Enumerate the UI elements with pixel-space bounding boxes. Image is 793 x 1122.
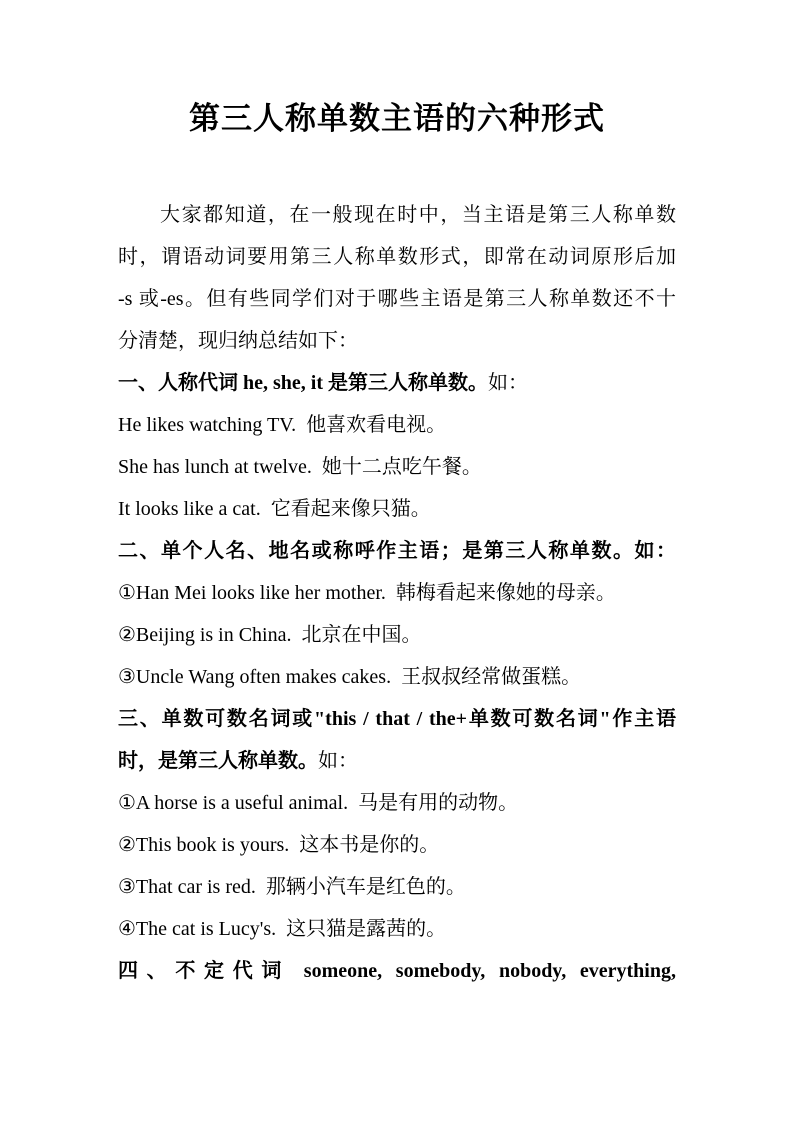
text-segment: ②Beijing is in China. 北京在中国。 (118, 624, 422, 646)
text-line (118, 488, 676, 530)
text-segment: ④The cat is Lucy's. 这只猫是露茜的。 (118, 918, 447, 940)
text-segment: It looks like a cat. 它看起来像只猫。 (118, 498, 431, 520)
text-line (118, 824, 676, 866)
text-line (118, 320, 676, 362)
bold-text-segment: 时，是第三人称单数。 (118, 750, 318, 772)
text-segment: 如： (318, 750, 358, 772)
text-line (118, 530, 676, 572)
document-body (118, 194, 676, 992)
text-line (118, 740, 676, 782)
text-segment: She has lunch at twelve. 她十二点吃午餐。 (118, 456, 482, 478)
text-line (118, 698, 676, 740)
text-segment: ①A horse is a useful animal. 马是有用的动物。 (118, 792, 519, 814)
text-line (118, 236, 676, 278)
text-line (118, 404, 676, 446)
text-segment: 大家都知道，在一般现在时中，当主语是第三人称单数 (160, 204, 676, 226)
text-segment: 如： (488, 372, 528, 394)
text-segment: 分清楚，现归纳总结如下： (118, 330, 358, 352)
text-line (118, 194, 676, 236)
text-line (118, 950, 676, 992)
text-line (118, 866, 676, 908)
text-line (118, 278, 676, 320)
text-line (118, 446, 676, 488)
text-segment: ②This book is yours. 这本书是你的。 (118, 834, 440, 856)
text-line (118, 614, 676, 656)
text-segment: ③Uncle Wang often makes cakes. 王叔叔经常做蛋糕。 (118, 666, 582, 688)
text-line (118, 572, 676, 614)
text-segment: 时，谓语动词要用第三人称单数形式，即常在动词原形后加 (118, 246, 676, 268)
bold-text-segment: 二、单个人名、地名或称呼作主语；是第三人称单数。如： (118, 540, 676, 562)
text-segment: He likes watching TV. 他喜欢看电视。 (118, 414, 447, 436)
text-segment: -s 或-es。但有些同学们对于哪些主语是第三人称单数还不十 (118, 288, 676, 310)
text-line (118, 656, 676, 698)
bold-text-segment: 三、单数可数名词或"this / that / the+单数可数名词"作主语 (118, 708, 676, 730)
text-line (118, 782, 676, 824)
bold-text-segment: 四、不定代词 someone, somebody, nobody, everything, (118, 960, 676, 982)
text-line (118, 908, 676, 950)
text-segment: ③That car is red. 那辆小汽车是红色的。 (118, 876, 466, 898)
text-line (118, 362, 676, 404)
page-title: 第三人称单数主语的六种形式 (189, 101, 605, 136)
bold-text-segment: 一、人称代词 he, she, it 是第三人称单数。 (118, 372, 488, 394)
text-segment: ①Han Mei looks like her mother. 韩梅看起来像她的母亲。 (118, 582, 616, 604)
